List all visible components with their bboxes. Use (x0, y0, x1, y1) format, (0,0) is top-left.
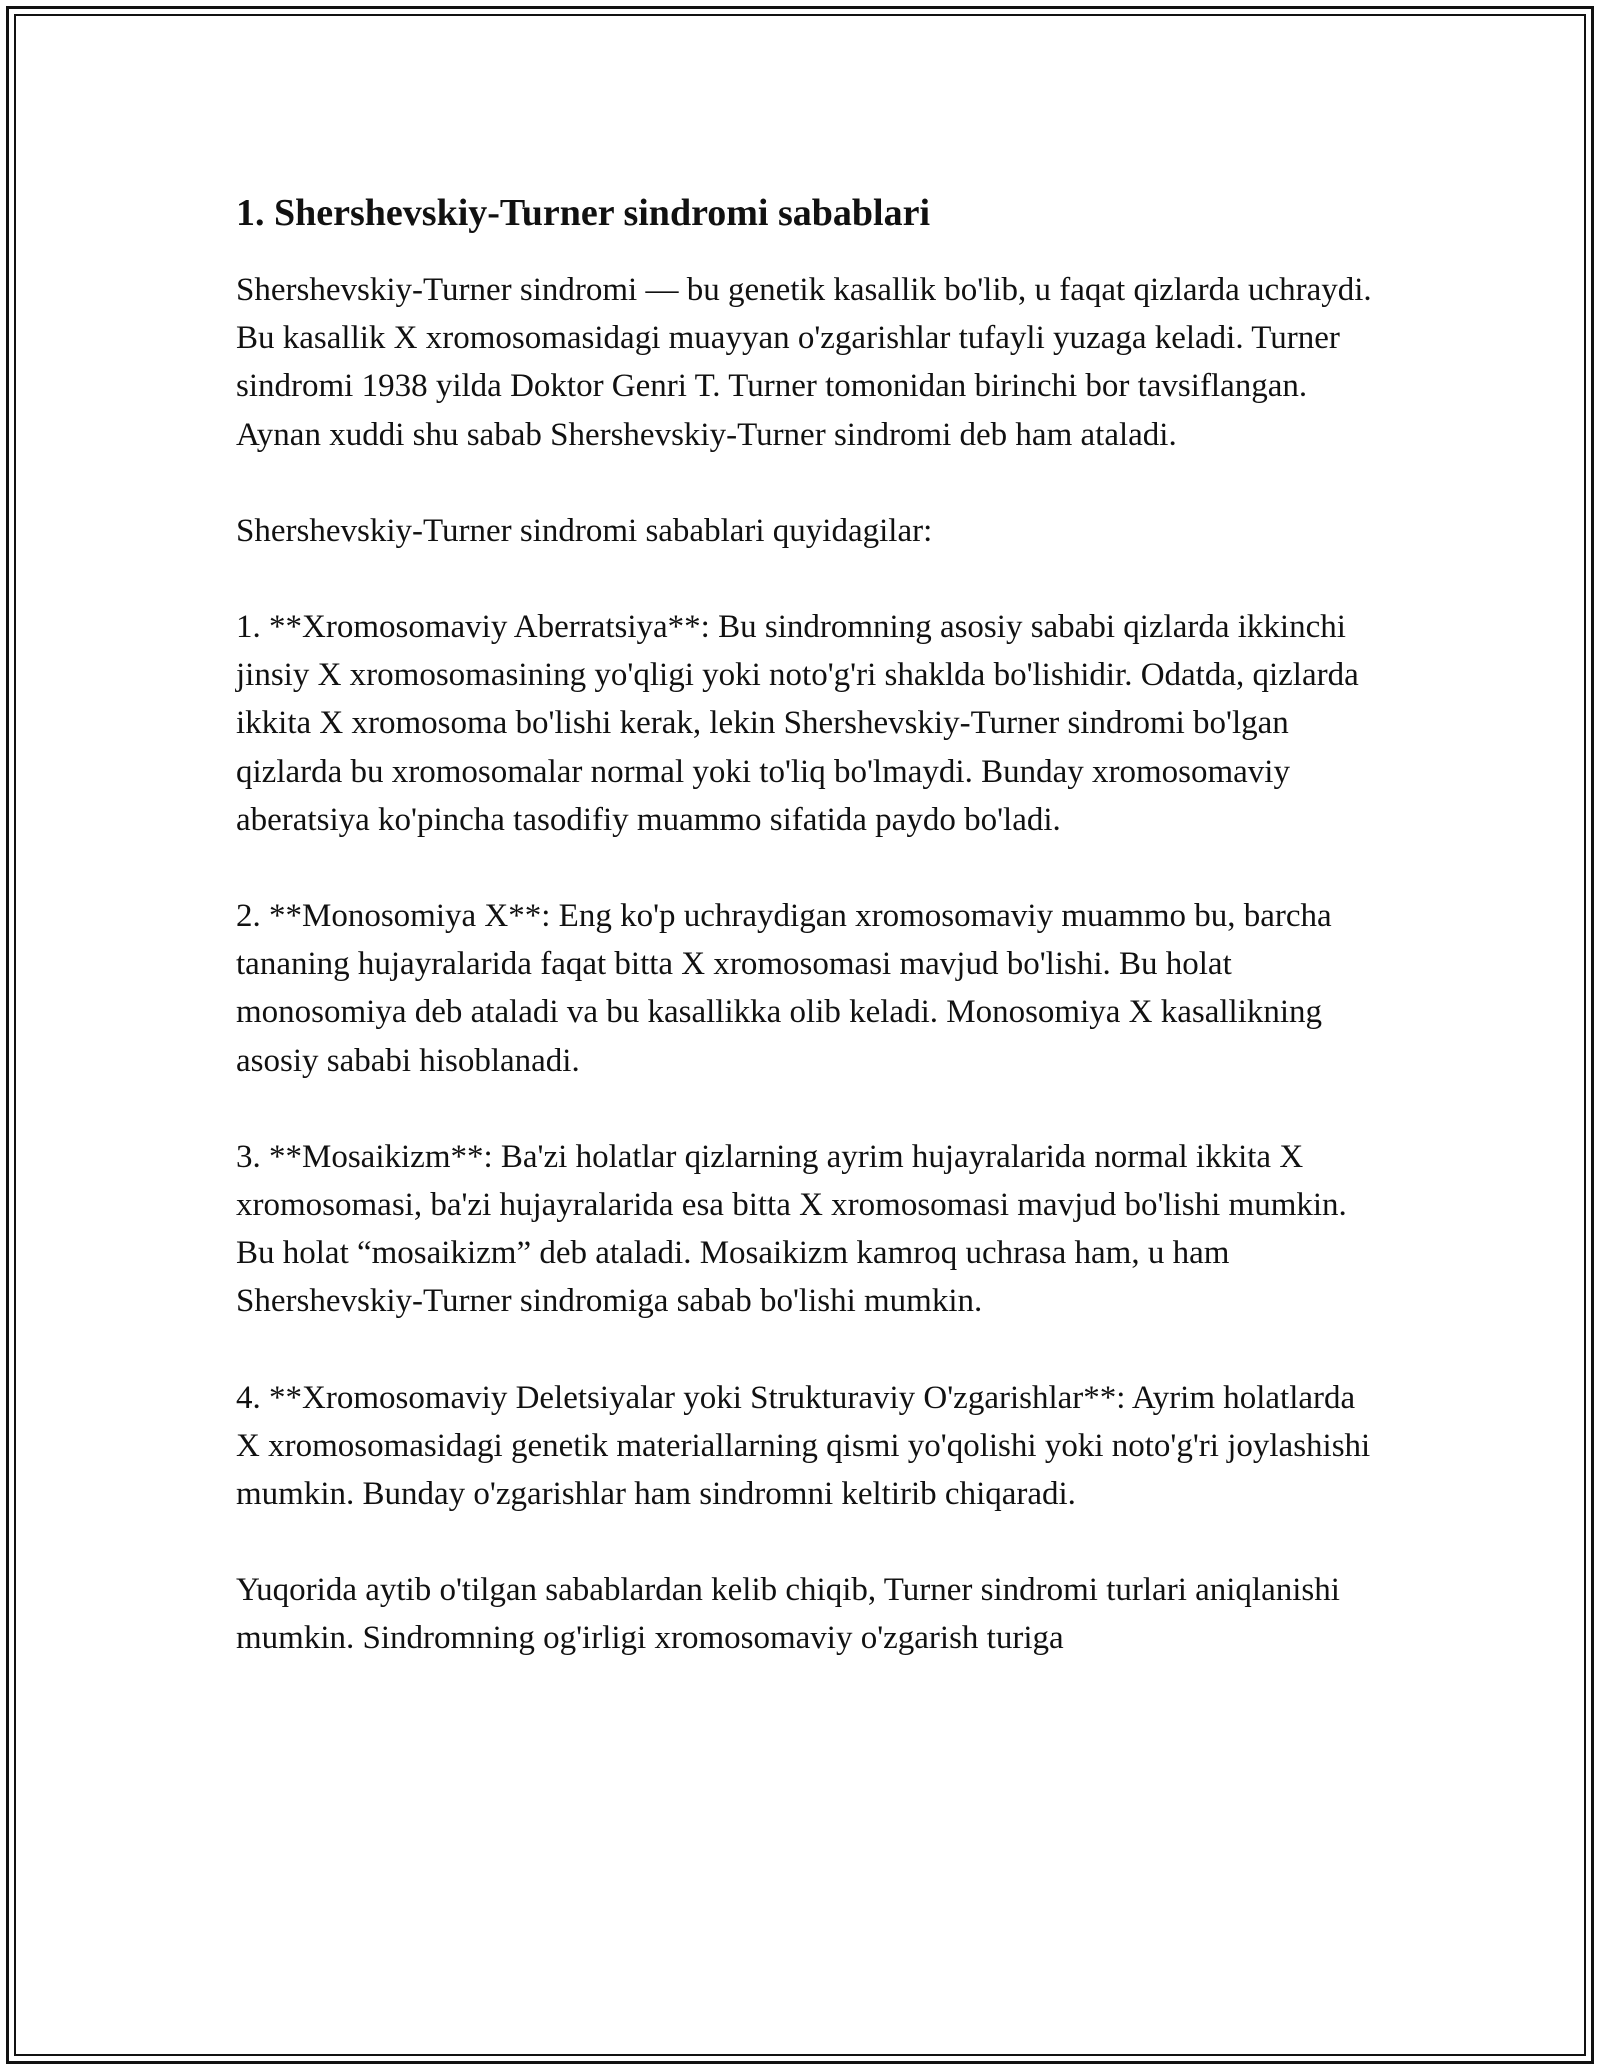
document-body (236, 186, 1386, 1711)
paragraph-conclusion: Yuqorida aytib o'tilgan sabablardan kelib chiqib, Turner sindromi turlari aniqlanishi mumkin. Sindromning og'irligi xromosomaviy o'zgarish turiga (236, 1572, 1340, 1657)
paragraph-cause-2: 2. **Monosomiya X**: Eng ko'p uchraydigan xromosomaviy muammo bu, barcha tananing hujayralarida faqat bitta X xromosomasi mavjud bo'lishi. Bu holat monosomiya deb ataladi va bu kasallikka olib keladi. Monosomiya X kasallikning asosiy sababi hisoblanadi. (236, 898, 1332, 1079)
paragraph-cause-3: 3. **Mosaikizm**: Ba'zi holatlar qizlarning ayrim hujayralarida normal ikkita X xromosomasi, ba'zi hujayralarida esa bitta X xromosomasi mavjud bo'lishi mumkin. Bu holat “mosaikizm” deb ataladi. Mosaikizm kamroq uchrasa ham, u ham Shershevskiy-Turner sindromiga sabab bo'lishi mumkin. (236, 1138, 1347, 1320)
paragraph-cause-4: 4. **Xromosomaviy Deletsiyalar yoki Strukturaviy O'zgarishlar**: Ayrim holatlarda X xromosomasidagi genetik materiallarning qismi yo'qolishi yoki noto'g'ri joylashishi mumkin. Bunday o'zgarishlar ham sindromni keltirib chiqaradi. (236, 1379, 1371, 1513)
paragraph-cause-1: 1. **Xromosomaviy Aberratsiya**: Bu sindromning asosiy sababi qizlarda ikkinchi jinsiy X xromosomasining yo'qligi yoki noto'g'ri shaklda bo'lishidir. Odatda, qizlarda ikkita X xromosoma bo'lishi kerak, lekin Shershevskiy-Turner sindromi bo'lgan qizlarda bu xromosomalar normal yoki to'liq bo'lmaydi. Bunday xromosomaviy aberatsiya ko'pincha tasodifiy muammo sifatida paydo bo'ladi. (236, 609, 1359, 838)
paragraph-causes-lead: Shershevskiy-Turner sindromi sabablari quyidagilar: (236, 512, 933, 549)
paragraph-intro: Shershevskiy-Turner sindromi — bu genetik kasallik bo'lib, u faqat qizlarda uchraydi. Bu kasallik X xromosomasidagi muayyan o'zgarishlar tufayli yuzaga keladi. Turner sindromi 1938 yilda Doktor Genri T. Turner tomonidan birinchi bor tavsiflangan. Aynan xuddi shu sabab Shershevskiy-Turner sindromi deb ham ataladi. (236, 272, 1372, 453)
section-heading: 1. Shershevskiy-Turner sindromi sabablari (236, 192, 931, 234)
